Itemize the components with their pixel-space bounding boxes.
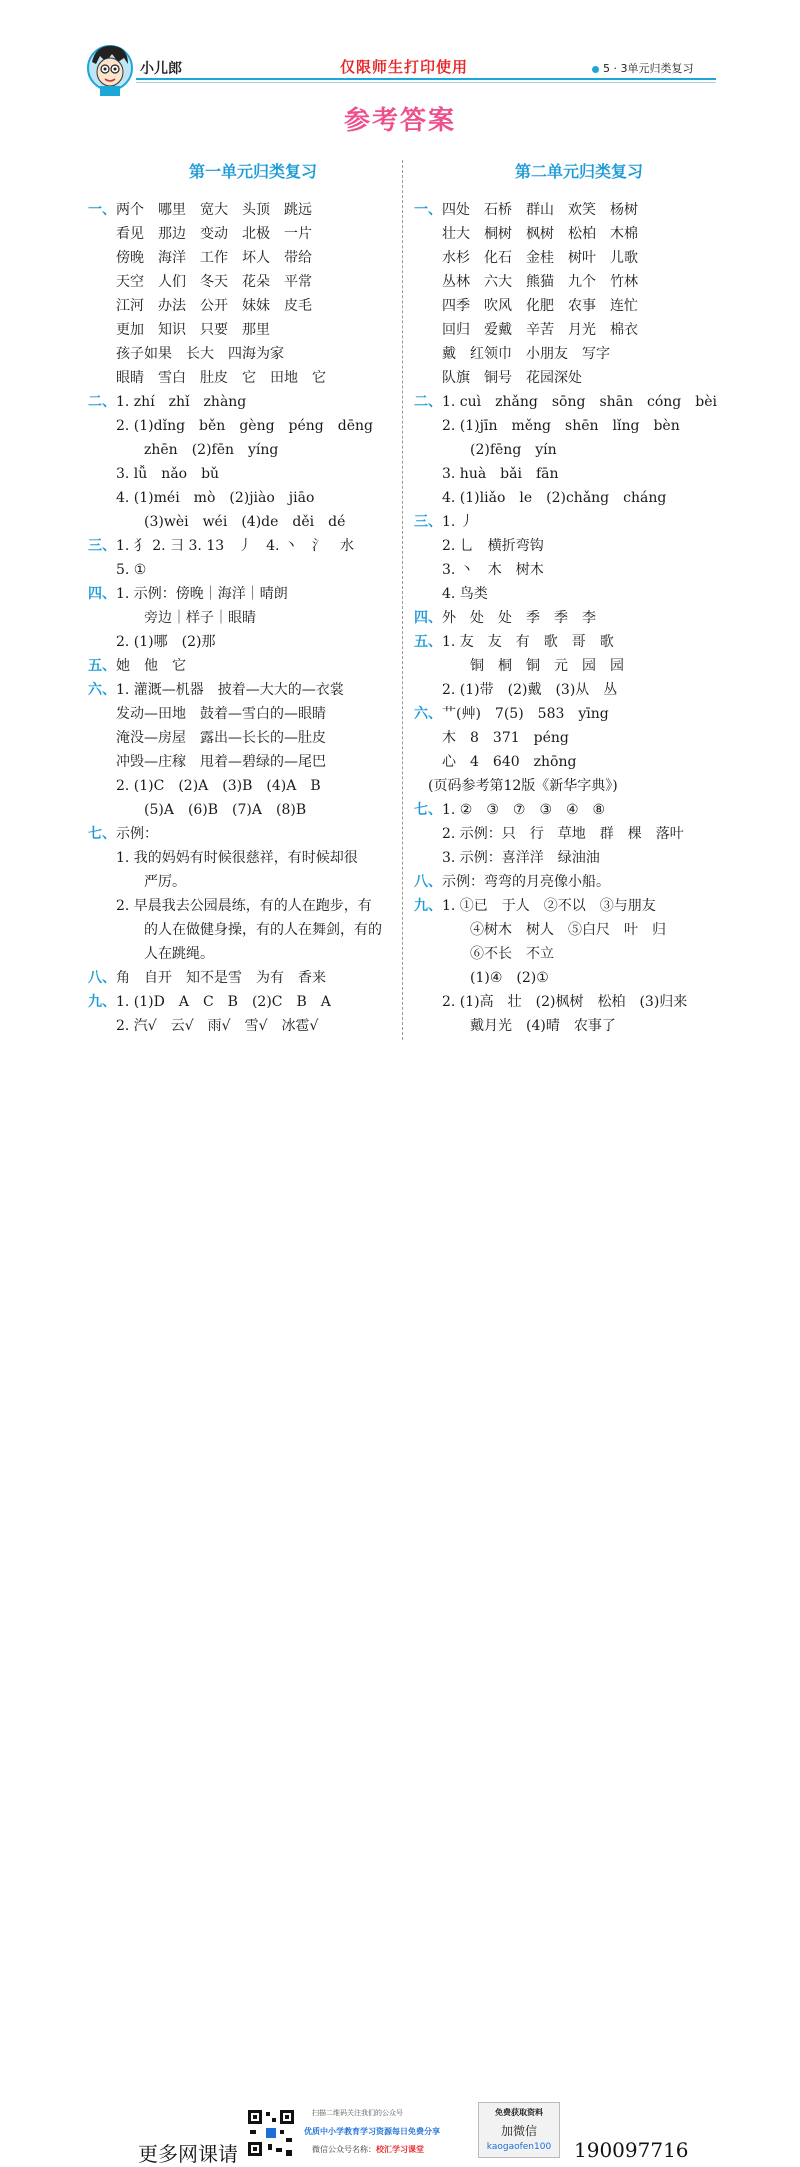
- promo-text: 优质中小学教育学习资源每日免费分享: [304, 2127, 440, 2136]
- answer-line: zhēn (2)fēn yíng: [144, 442, 279, 458]
- answer-line: ⑥不长 不立: [470, 946, 554, 962]
- answer-line: 3. huà bǎi fān: [442, 466, 559, 482]
- answer-line: 江河 办法 公开 妹妹 皮毛: [116, 298, 312, 314]
- answer-line: 2. 示例：只 行 草地 群 棵 落叶: [442, 826, 684, 842]
- answer-line: 2. (1)带 (2)戴 (3)从 丛: [442, 682, 618, 698]
- answer-line: 水杉 化石 金桂 树叶 儿歌: [442, 250, 638, 266]
- answer-line: [414, 606, 744, 630]
- answer-line: (2)fēng yín: [470, 442, 557, 458]
- question-number: 一、: [88, 202, 116, 218]
- answer-line: 1. 我的妈妈有时候很慈祥，有时候却很: [116, 850, 358, 866]
- answer-line: 心 4 640 zhōng: [442, 754, 577, 770]
- answer-line: 队旗 铜号 花园深处: [442, 370, 582, 386]
- question-number: 二、: [88, 394, 116, 410]
- unit-tag: [592, 60, 694, 76]
- wechat-label: 微信公众号名称：: [312, 2145, 376, 2154]
- answer-line: [414, 390, 744, 414]
- answer-line: [88, 198, 418, 222]
- question-number: 七、: [414, 802, 442, 818]
- answer-text: 示例：: [116, 826, 158, 842]
- header-rule: [136, 78, 716, 80]
- answer-line: 5. ①: [116, 562, 147, 578]
- answer-line: 淹没—房屋 露出—长长的—肚皮: [116, 730, 326, 746]
- usage-restriction: 仅限师生打印使用: [340, 58, 469, 76]
- answer-line: 2. (1)哪 (2)那: [116, 634, 216, 650]
- answer-line: 眼睛 雪白 肚皮 它 田地 它: [116, 370, 326, 386]
- answer-text: 1. 友 友 有 歌 哥 歌: [442, 634, 614, 650]
- answer-line: 4. 鸟类: [442, 586, 488, 602]
- answer-line: [88, 678, 418, 702]
- answer-text: 外 处 处 季 季 李: [442, 610, 596, 626]
- answer-line: [414, 894, 744, 918]
- answer-line: 2. (1)jīn měng shēn lǐng bèn: [442, 418, 680, 434]
- answer-text: 1. 犭 2. ⺕ 3. 13 丿 4. 丶 氵 水: [116, 538, 354, 554]
- answer-line: 的人在做健身操，有的人在舞剑，有的: [144, 922, 382, 938]
- answer-text: 示例：弯弯的月亮像小船。: [442, 874, 610, 890]
- answer-line: 回归 爱戴 辛苦 月光 棉衣: [442, 322, 638, 338]
- question-number: 一、: [414, 202, 442, 218]
- answer-line: 2. 乚 横折弯钩: [442, 538, 544, 554]
- answer-line: 铜 桐 铜 元 园 园: [470, 658, 624, 674]
- answer-line: [88, 534, 418, 558]
- answer-text: 两个 哪里 宽大 头顶 跳远: [116, 202, 312, 218]
- question-number: 三、: [88, 538, 116, 554]
- question-number: 八、: [88, 970, 116, 986]
- question-number: 六、: [88, 682, 116, 698]
- wechat-account: [312, 2144, 424, 2155]
- answer-line: 四季 吹风 化肥 农事 连忙: [442, 298, 638, 314]
- question-number: 四、: [88, 586, 116, 602]
- answer-line: ④树木 树人 ⑤白尺 叶 归: [470, 922, 666, 938]
- answer-text: 她 他 它: [116, 658, 186, 674]
- unit-one-column: [88, 160, 418, 1038]
- answer-text: 角 自开 知不是雪 为有 香来: [116, 970, 326, 986]
- dot-icon: [592, 66, 599, 73]
- answer-text: 四处 石桥 群山 欢笑 杨树: [442, 202, 638, 218]
- answer-text: 1. cuì zhǎng sōng shān cóng bèi: [442, 394, 717, 410]
- answer-text: 1. 示例：傍晚｜海洋｜晴朗: [116, 586, 288, 602]
- page-header: [0, 0, 800, 100]
- answer-line: 2. (1)dǐng běn gèng péng dēng: [116, 418, 373, 434]
- answer-line: (页码参考第12版《新华字典》): [428, 778, 618, 794]
- question-number: 九、: [414, 898, 442, 914]
- answer-line: 4. (1)liǎo le (2)chǎng cháng: [442, 490, 667, 506]
- answer-line: [88, 390, 418, 414]
- answer-line: [414, 702, 744, 726]
- answer-text: 1. ①已 于人 ②不以 ③与朋友: [442, 898, 656, 914]
- unit-two-heading: 第二单元归类复习: [514, 162, 643, 181]
- answer-line: [414, 870, 744, 894]
- answer-line: 孩子如果 长大 四海为家: [116, 346, 284, 362]
- answer-line: (1)④ (2)①: [470, 970, 549, 986]
- qr-code-icon[interactable]: [246, 2108, 296, 2158]
- question-number: 二、: [414, 394, 442, 410]
- answer-line: 戴 红领巾 小朋友 写字: [442, 346, 610, 362]
- question-number: 三、: [414, 514, 442, 530]
- boy-mascot-icon: [86, 40, 134, 98]
- answer-text: 艹(艸) 7(5) 583 yīng: [442, 706, 609, 722]
- question-number: 五、: [414, 634, 442, 650]
- answer-line: 看见 那边 变动 北极 一片: [116, 226, 312, 242]
- unit-two-column: [414, 160, 744, 1038]
- question-number: 五、: [88, 658, 116, 674]
- add-wechat-box: [478, 2102, 560, 2158]
- more-courses-text: 更多网课请: [138, 2142, 238, 2166]
- answer-line: 4. (1)méi mò (2)jiào jiāo: [116, 490, 315, 506]
- answer-line: (3)wèi wéi (4)de děi dé: [144, 514, 346, 530]
- wechat-id: kaogaofen100: [486, 2142, 552, 2152]
- header-rule-thin: [136, 82, 716, 83]
- contact-number: 190097716: [574, 2138, 689, 2162]
- answer-line: 严厉。: [144, 874, 186, 890]
- question-number: 四、: [414, 610, 442, 626]
- answer-line: 天空 人们 冬天 花朵 平常: [116, 274, 312, 290]
- question-number: 九、: [88, 994, 116, 1010]
- scan-qr-text: 扫描二维码关注我们的公众号: [312, 2109, 403, 2117]
- answer-line: 3. lǚ nǎo bǔ: [116, 466, 220, 482]
- answer-line: 旁边｜样子｜眼睛: [144, 610, 256, 626]
- page-title: 参考答案: [343, 106, 456, 136]
- answer-line: (5)A (6)B (7)A (8)B: [144, 802, 307, 818]
- answer-line: 2. 汽√ 云√ 雨√ 雪√ 冰雹√: [116, 1018, 319, 1034]
- question-number: 八、: [414, 874, 442, 890]
- answer-line: 壮大 桐树 枫树 松柏 木棉: [442, 226, 638, 242]
- answer-line: [88, 654, 418, 678]
- question-number: 六、: [414, 706, 442, 722]
- add-wechat-label: 加微信: [500, 2124, 537, 2138]
- answer-line: 木 8 371 péng: [442, 730, 569, 746]
- answer-line: [414, 510, 744, 534]
- page-footer: [0, 1040, 800, 2166]
- free-materials-label: 免费获取资料: [495, 2108, 543, 2117]
- answer-line: [88, 822, 418, 846]
- answer-line: 冲毁—庄稼 甩着—碧绿的—尾巴: [116, 754, 326, 770]
- answer-line: [414, 798, 744, 822]
- answer-line: 2. (1)C (2)A (3)B (4)A B: [116, 778, 321, 794]
- answer-line: 傍晚 海洋 工作 坏人 带给: [116, 250, 312, 266]
- column-divider: [402, 160, 403, 1040]
- answer-line: [414, 198, 744, 222]
- answer-line: [88, 966, 418, 990]
- unit-tag-text: 5 · 3单元归类复习: [603, 62, 694, 75]
- answer-text: 1. ② ③ ⑦ ③ ④ ⑧: [442, 802, 606, 818]
- wechat-name: 校汇学习课堂: [376, 2145, 424, 2154]
- answer-line: [88, 990, 418, 1014]
- answer-line: 更加 知识 只要 那里: [116, 322, 270, 338]
- question-number: 七、: [88, 826, 116, 842]
- answer-text: 1. zhí zhǐ zhàng: [116, 394, 247, 410]
- answer-line: 丛林 六大 熊猫 九个 竹林: [442, 274, 638, 290]
- answer-line: 人在跳绳。: [144, 946, 214, 962]
- answer-line: 3. 示例：喜洋洋 绿油油: [442, 850, 600, 866]
- answer-line: 2. 早晨我去公园晨练，有的人在跑步，有: [116, 898, 372, 914]
- answer-line: [414, 630, 744, 654]
- answer-line: 发动—田地 鼓着—雪白的—眼睛: [116, 706, 326, 722]
- answer-text: 1. 丿: [442, 514, 474, 530]
- answer-text: 1. 灌溉—机器 披着—大大的—衣裳: [116, 682, 344, 698]
- answer-line: 3. 丶 木 树木: [442, 562, 544, 578]
- answer-text: 1. (1)D A C B (2)C B A: [116, 994, 331, 1010]
- answer-line: [88, 582, 418, 606]
- unit-one-heading: 第一单元归类复习: [188, 162, 317, 181]
- brand-name: 小儿郎: [140, 61, 182, 77]
- answer-line: 2. (1)高 壮 (2)枫树 松柏 (3)归来: [442, 994, 688, 1010]
- answer-line: 戴月光 (4)晴 农事了: [470, 1018, 616, 1034]
